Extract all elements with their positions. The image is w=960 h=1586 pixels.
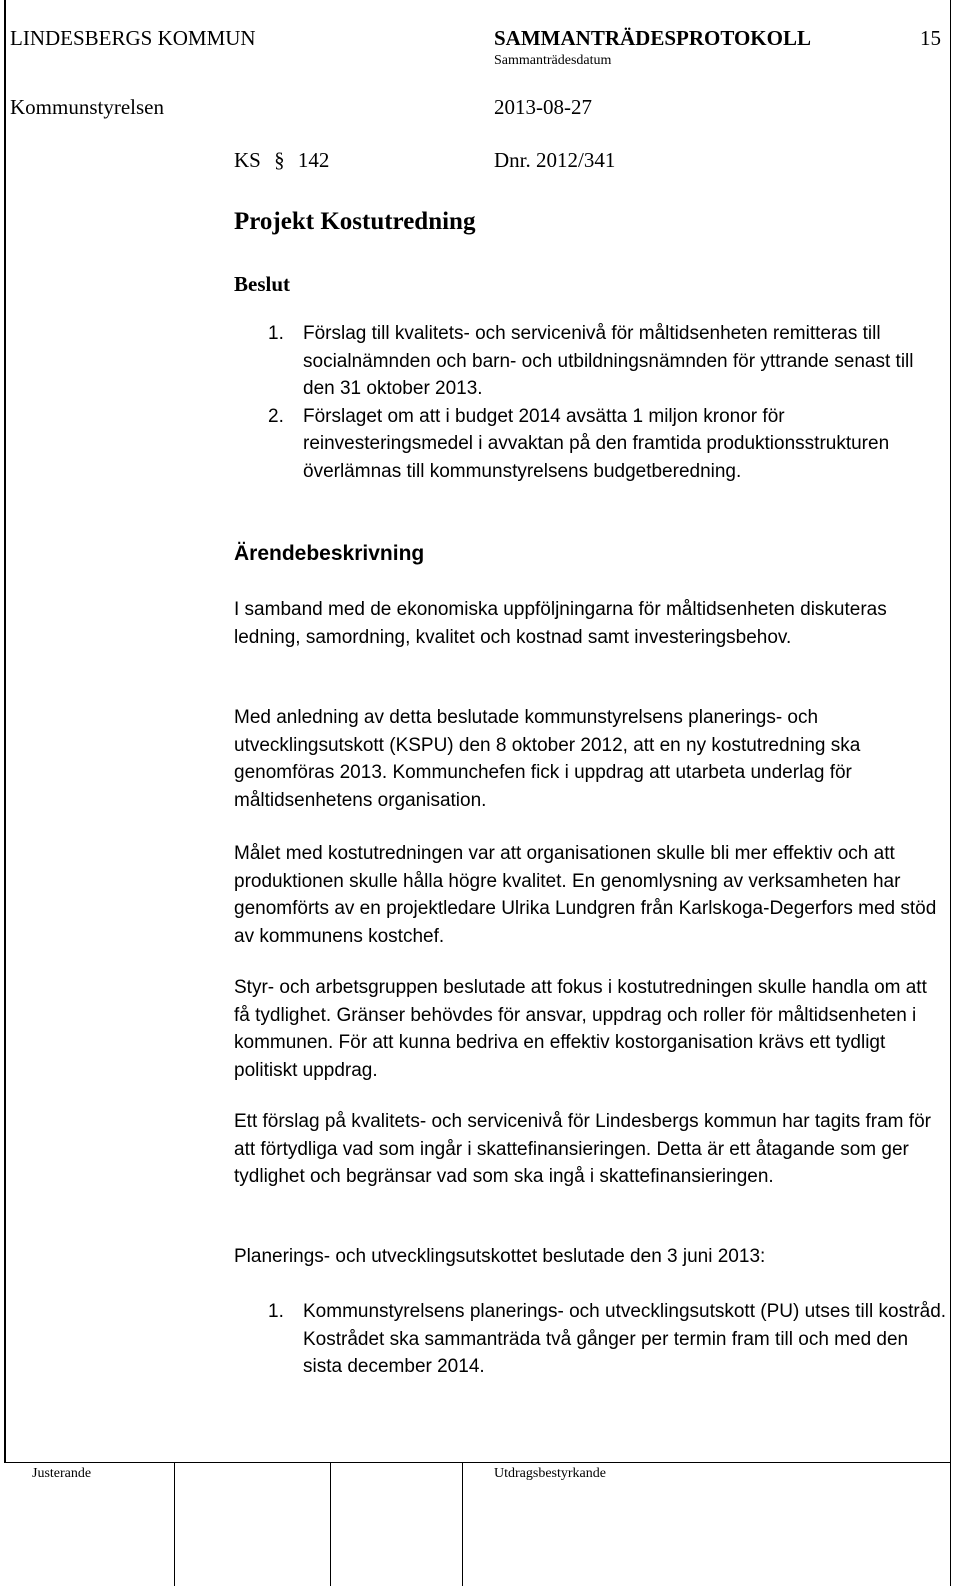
ks-label: KS xyxy=(234,148,261,172)
footer-justerande-label: Justerande xyxy=(32,1466,92,1481)
paragraph: I samband med de ekonomiska uppföljningarna för måltidsenheten diskuteras ledning, samordning, kvalitet och kostnad samt investeringsbehov. xyxy=(234,599,887,648)
list-number: 1. xyxy=(268,1301,284,1322)
paragraph: Med anledning av detta beslutade kommunstyrelsens planerings- och utvecklingsutskott (KSPU) den 8 oktober 2012, att en ny kostutredning ska genomföras 2013. Kommunchefen fick i uppdrag att utarbeta underlag för måltidsenhetens organisation. xyxy=(234,707,861,811)
decision-heading: Beslut xyxy=(234,272,291,296)
case-reference xyxy=(234,148,329,173)
committee-name: Kommunstyrelsen xyxy=(10,95,164,119)
paragraph: Ett förslag på kvalitets- och servicenivå för Lindesbergs kommun har tagits fram för att förtydliga vad som ingår i skattefinansieringen. Detta är ett åtagande som ger tydlighet och begränsar vad som ska ingå i skattefinansieringen. xyxy=(234,1111,931,1187)
list-number: 2. xyxy=(268,405,284,427)
footer-divider xyxy=(462,1462,463,1586)
list-item xyxy=(268,320,948,403)
diary-number: Dnr. 2012/341 xyxy=(494,148,616,172)
meeting-date: 2013-08-27 xyxy=(494,95,592,119)
list-text: Förslaget om att i budget 2014 avsätta 1 miljon kronor för reinvesteringsmedel i avvaktan på den framtida produktionsstrukturen överlämnas till kommunstyrelsens budgetberedning. xyxy=(303,405,890,482)
footer-divider xyxy=(330,1462,331,1586)
organization-name: LINDESBERGS KOMMUN xyxy=(10,26,256,50)
paragraph: Planerings- och utvecklingsutskottet beslutade den 3 juni 2013: xyxy=(234,1246,766,1267)
ks-number: 142 xyxy=(297,148,330,172)
paragraph: Styr- och arbetsgruppen beslutade att fokus i kostutredningen skulle handla om att få tydlighet. Gränser behövdes för ansvar, uppdrag och roller för måltidsenheten i kommunen. För att kunna bedriva en effektiv kostorganisation krävs ett tydligt politiskt uppdrag. xyxy=(234,977,927,1081)
list-text: Förslag till kvalitets- och servicenivå för måltidsenheten remitteras till socialnämnden och barn- och utbildningsnämnden för yttrande senast till den 31 oktober 2013. xyxy=(303,323,914,399)
document-type: SAMMANTRÄDESPROTOKOLL xyxy=(494,26,811,50)
footer-utdragsbestyrkande-label: Utdragsbestyrkande xyxy=(494,1466,606,1481)
footer-divider xyxy=(174,1462,175,1586)
meeting-date-label: Sammanträdesdatum xyxy=(494,53,612,68)
page-number: 15 xyxy=(920,26,941,50)
left-margin-rule xyxy=(4,0,6,1462)
list-item xyxy=(268,403,948,486)
pu-decision-list xyxy=(268,1298,948,1381)
paragraph: Målet med kostutredningen var att organisationen skulle bli mer effektiv och att produktionen skulle hålla högre kvalitet. En genomlysning av verksamheten har genomförts av en projektledare Ulrika Lundgren från Karlskoga-Degerfors med stöd av kommunens kostchef. xyxy=(234,843,937,947)
footer-rule xyxy=(4,1462,950,1463)
right-margin-rule xyxy=(950,0,951,1586)
case-description-heading: Ärendebeskrivning xyxy=(234,542,425,565)
list-number: 1. xyxy=(268,323,284,344)
decision-list xyxy=(268,320,948,485)
list-text: Kommunstyrelsens planerings- och utvecklingsutskott (PU) utses till kostråd. Kostrådet ska sammanträda två gånger per termin fram till och med den sista december 2014. xyxy=(303,1301,947,1377)
section-sign: § xyxy=(274,148,285,172)
document-title: Projekt Kostutredning xyxy=(234,208,476,235)
list-item xyxy=(268,1298,948,1381)
